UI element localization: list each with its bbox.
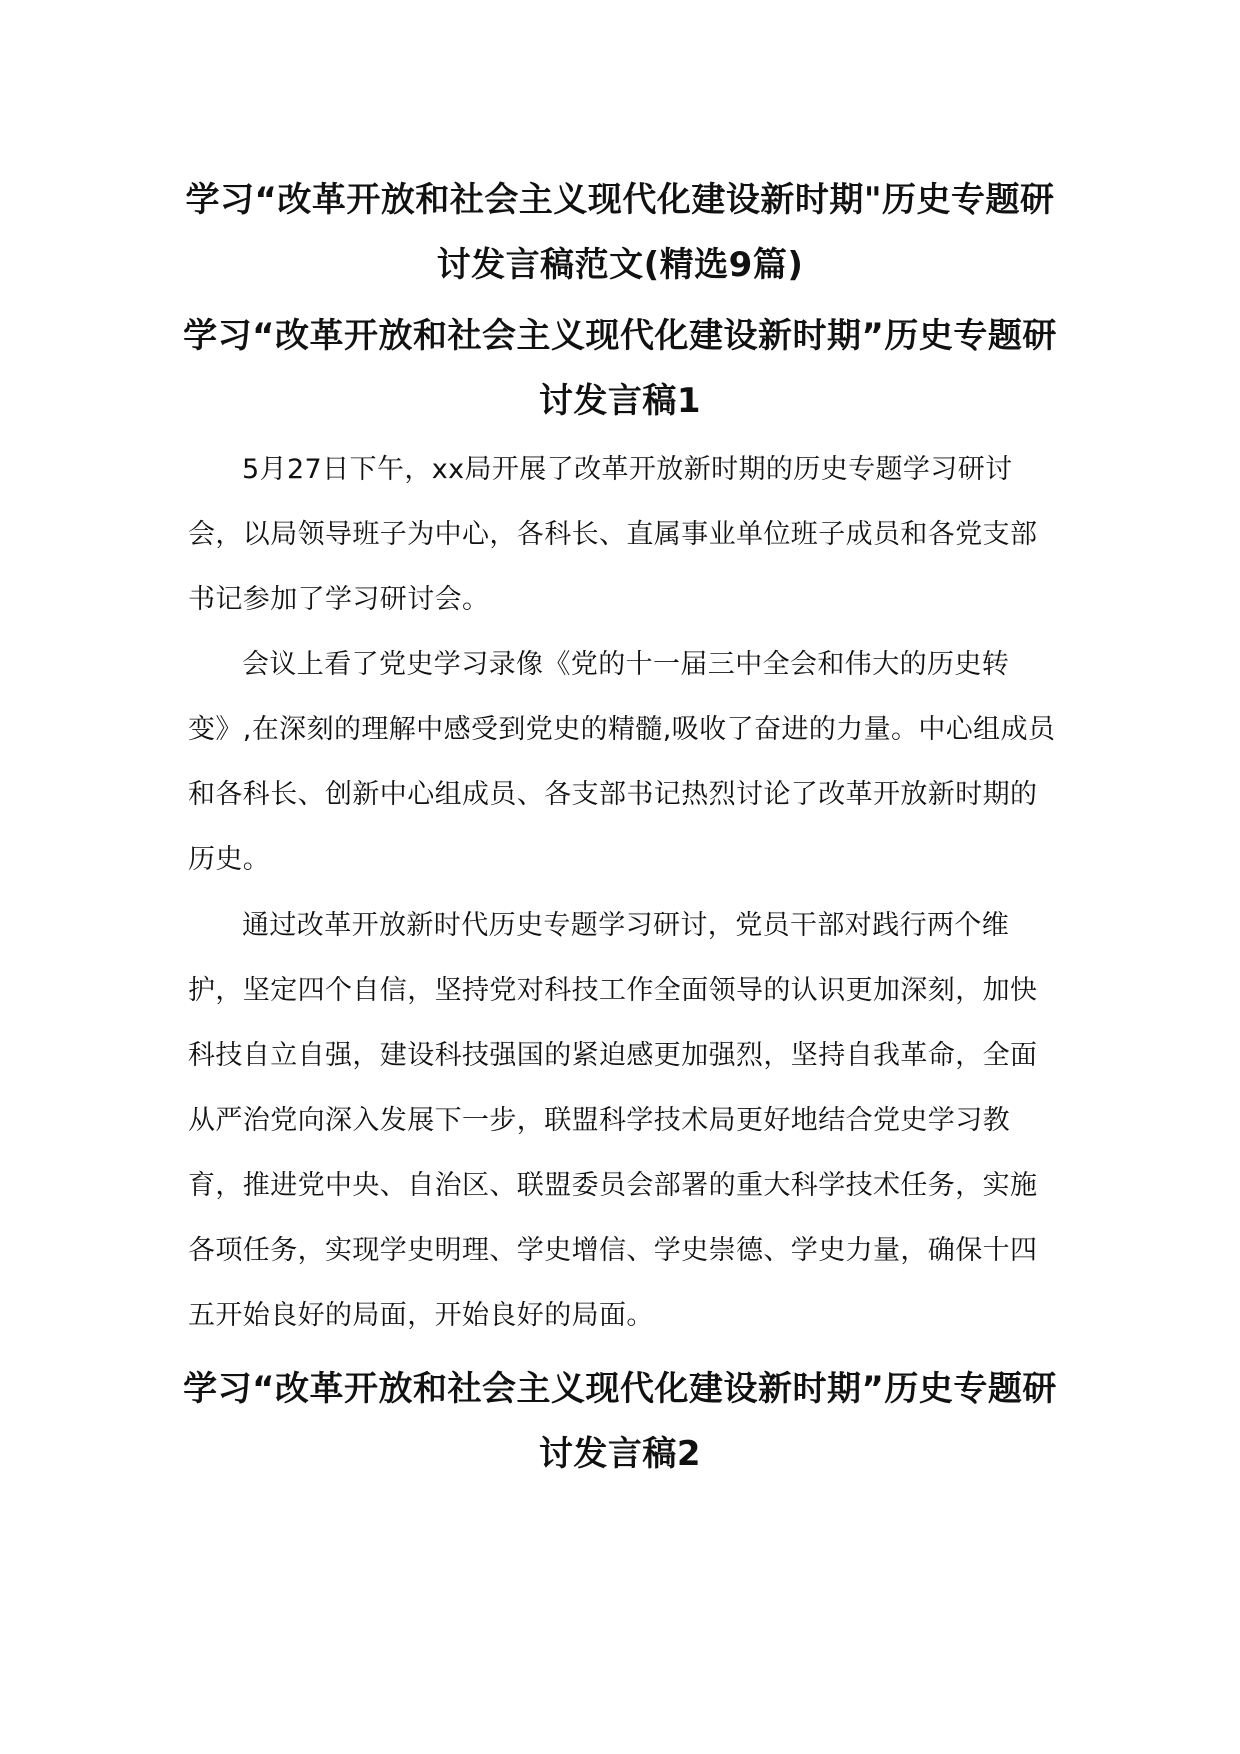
section-heading-1: 学习“改革开放和社会主义现代化建设新时期”历史专题研讨发言稿1 — [183, 316, 1057, 421]
document-title: 学习“改革开放和社会主义现代化建设新时期"历史专题研讨发言稿范文(精选9篇) — [185, 180, 1055, 285]
section-1-paragraph-2: 会议上看了党史学习录像《党的十一届三中全会和伟大的历史转变》,在深刻的理解中感受到党史的精髓,吸收了奋进的力量。中心组成员和各科长、创新中心组成员、各支部书记热烈讨论了改革开放新时期的历史。 — [188, 649, 1056, 875]
section-1-paragraph-3: 通过改革开放新时代历史专题学习研讨，党员干部对践行两个维护，坚定四个自信，坚持党对科技工作全面领导的认识更加深刻，加快科技自立自强，建设科技强国的紧迫感更加强烈，坚持自我革命，全面从严治党向深入发展下一步，联盟科学技术局更好地结合党史学习教育，推进党中央、自治区、联盟委员会部署的重大科学技术任务，实施各项任务，实现学史明理、学史增信、学史崇德、学史力量，确保十四五开始良好的局面，开始良好的局面。 — [188, 910, 1038, 1331]
section-heading-2: 学习“改革开放和社会主义现代化建设新时期”历史专题研讨发言稿2 — [183, 1369, 1057, 1474]
section-1-paragraph-1: 5月27日下午，xx局开展了改革开放新时期的历史专题学习研讨会，以局领导班子为中心，各科长、直属事业单位班子成员和各党支部书记参加了学习研讨会。 — [188, 454, 1038, 615]
